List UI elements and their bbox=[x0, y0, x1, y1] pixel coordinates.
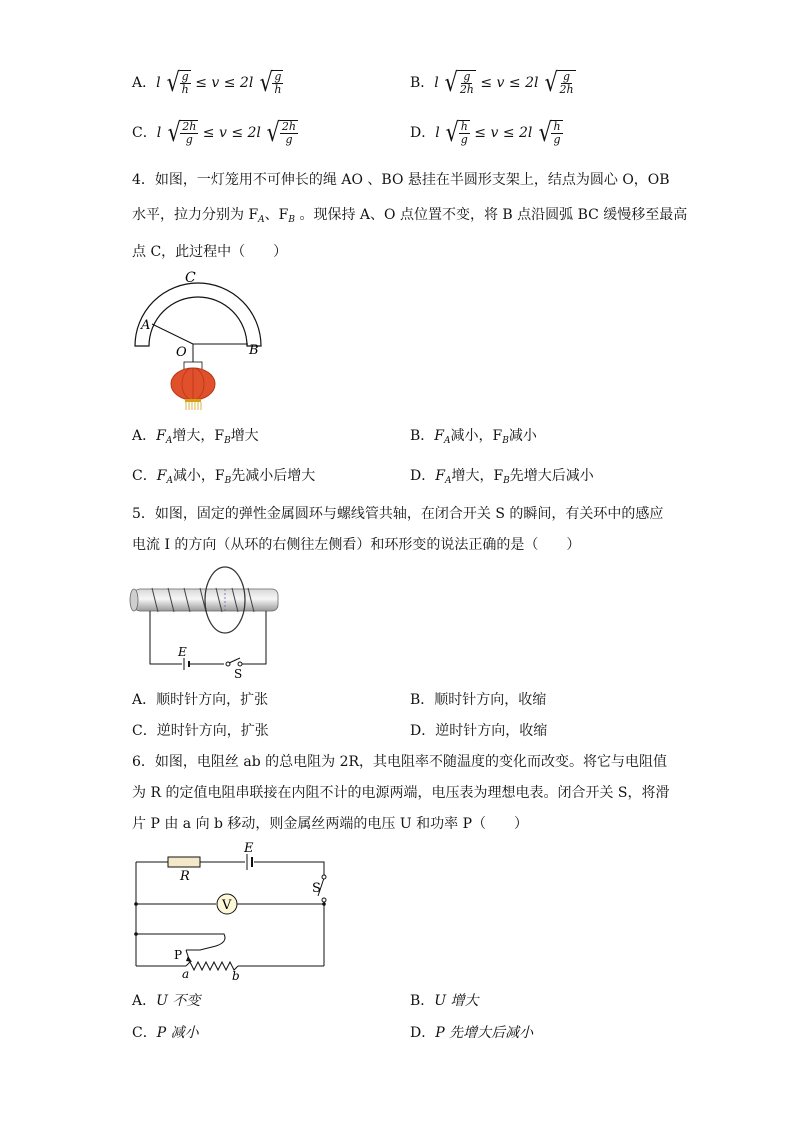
label-b: b bbox=[232, 969, 240, 983]
q3-option-d: D．l √ $\frac{h}{g}$ ≤ v ≤ 2l √ $\frac{h}{g}$ bbox=[410, 118, 561, 148]
q5-stem-line1: 5．如图，固定的弹性金属圆环与螺线管共轴，在闭合开关 S 的瞬间，有关环中的感应 bbox=[132, 506, 664, 522]
q6-figure bbox=[128, 840, 333, 985]
resistor-r bbox=[168, 857, 200, 867]
q4-stem-line1: 4．如图，一灯笼用不可伸长的绳 AO 、BO 悬挂在半圆形支架上，结点为圆心 O，OB bbox=[132, 172, 670, 188]
label-a: a bbox=[182, 967, 190, 981]
q5-option-b[interactable]: B．顺时针方向，收缩 bbox=[410, 692, 547, 708]
label-a: A bbox=[141, 318, 151, 333]
q6-option-a[interactable]: A．U 不变 bbox=[132, 993, 201, 1009]
label-b: B bbox=[249, 343, 259, 358]
q4-option-c[interactable]: C．$F_A$减小，$F_B$先减小后增大 bbox=[132, 468, 316, 486]
q6-stem-line2: 为 R 的定值电阻串联接在内阻不计的电源两端，电压表为理想电表。闭合开关 S，将滑 bbox=[132, 785, 670, 801]
label-v: V bbox=[222, 898, 232, 913]
label-r: R bbox=[180, 869, 190, 884]
q6-option-d[interactable]: D．P 先增大后减小 bbox=[410, 1025, 534, 1041]
q5-option-a[interactable]: A．顺时针方向，扩张 bbox=[132, 692, 269, 708]
label-s: S bbox=[312, 881, 321, 896]
q4-stem-line3: 点 C，此过程中（ ） bbox=[132, 244, 288, 260]
q4-stem-line2: 水平，拉力分别为 $F_A$、$F_B$ 。现保持 A、O 点位置不变，将 B 点沿圆弧 BC 缓慢移至最高 bbox=[132, 207, 688, 225]
q3-option-b: B．l √ $\frac{g}{2h}$ ≤ v ≤ 2l √ $\frac{g}{2h}$ bbox=[410, 68, 574, 98]
label-p: P bbox=[174, 948, 183, 962]
q6-option-b[interactable]: B．U 增大 bbox=[410, 993, 479, 1009]
q3-option-c: C．l √ $\frac{2h}{g}$ ≤ v ≤ 2l √ $\frac{2h}{g}$ bbox=[132, 118, 297, 148]
q4-option-a[interactable]: A．$F_A$增大，$F_B$增大 bbox=[132, 428, 259, 446]
label-s: S bbox=[234, 667, 243, 681]
q5-option-c[interactable]: C．逆时针方向，扩张 bbox=[132, 723, 269, 739]
label-e: E bbox=[244, 841, 254, 856]
q6-option-c[interactable]: C．P 减小 bbox=[132, 1025, 199, 1041]
label-o: O bbox=[176, 345, 187, 360]
rope-ao bbox=[152, 324, 193, 344]
q5-option-d[interactable]: D．逆时针方向，收缩 bbox=[410, 723, 548, 739]
q4-option-d[interactable]: D．$F_A$增大，$F_B$先增大后减小 bbox=[410, 468, 594, 486]
q5-stem-line2: 电流 I 的方向（从环的右侧往左侧看）和环形变的说法正确的是（ ） bbox=[132, 537, 581, 553]
label-e: E bbox=[178, 645, 187, 659]
resistance-wire-ab bbox=[186, 962, 238, 970]
q3-option-a: A．l √ $\frac{g}{h}$ ≤ v ≤ 2l √ $\frac{g}{h}$ bbox=[132, 68, 282, 98]
q6-stem-line1: 6．如图，电阻丝 ab 的总电阻为 2R，其电阻率不随温度的变化而改变。将它与电阻值 bbox=[132, 754, 668, 770]
q4-option-b[interactable]: B．$F_A$减小，$F_B$减小 bbox=[410, 428, 537, 446]
q4-figure bbox=[130, 268, 270, 413]
q5-figure bbox=[128, 560, 284, 682]
q6-stem-line3: 片 P 由 a 向 b 移动，则金属丝两端的电压 U 和功率 P（ ） bbox=[132, 816, 528, 832]
label-c: C bbox=[185, 270, 196, 286]
